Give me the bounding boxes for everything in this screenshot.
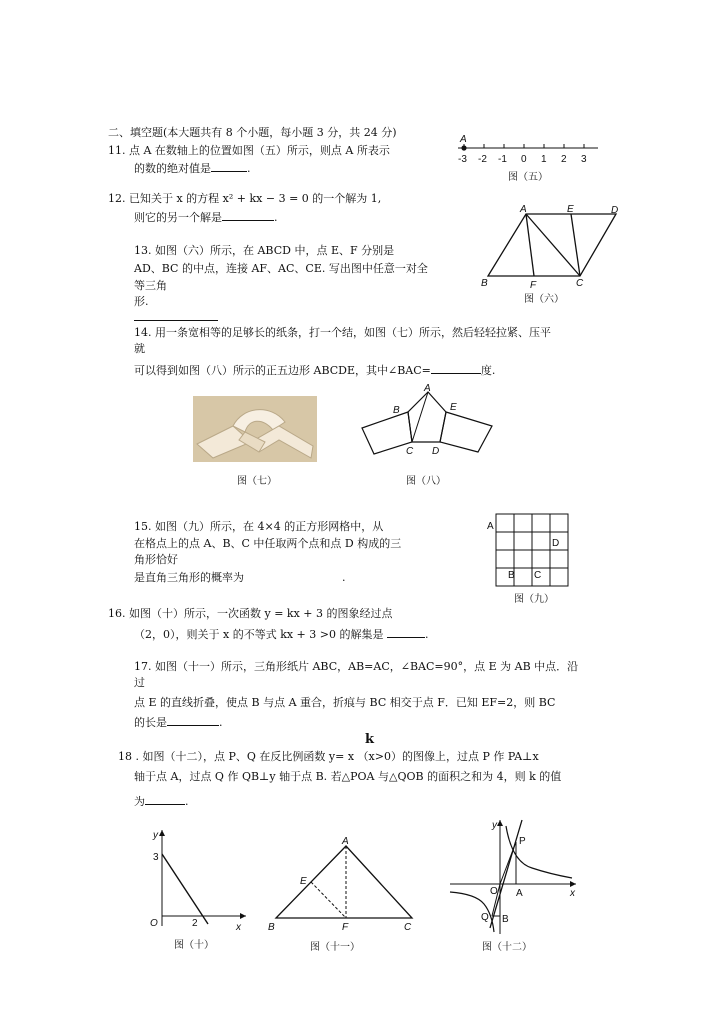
fig11-label: C (404, 922, 412, 933)
fig8-label: C (406, 446, 414, 457)
q16-tail: . (424, 628, 429, 641)
fig6-caption: 图（六） (524, 294, 564, 305)
q12-answer-blank[interactable] (222, 209, 274, 221)
fig12-label: A (516, 888, 523, 899)
fig12-label: P (519, 836, 526, 847)
q13-answer-blank[interactable] (134, 320, 218, 321)
q17-line2: 过 (134, 676, 145, 689)
section-title: 二、填空题(本大题共有 8 个小题，每小题 3 分，共 24 分) (108, 126, 397, 139)
q15-line3: 角形恰好 (134, 553, 178, 566)
fig9-grid (486, 512, 576, 608)
q11-answer-blank[interactable] (211, 160, 247, 172)
q17-tail: . (219, 716, 223, 729)
fig12-label: Q (481, 912, 489, 923)
fig5-label-a: A (460, 134, 467, 145)
q13-line1: 13. 如图（六）所示，在 ABCD 中，点 E、F 分别是 (134, 244, 395, 257)
q15-text: 是直角三角形的概率为 (134, 571, 244, 584)
fig12-label: x (570, 888, 575, 899)
fig7-ribbon-knot (193, 396, 317, 490)
fig11-label: F (342, 922, 349, 933)
q15-line2: 在格点上的点 A、B、C 中任取两个点和点 D 构成的三 (134, 537, 402, 550)
fig6-parallelogram (478, 204, 628, 308)
fig5-tick: 0 (521, 154, 527, 165)
fig5-caption: 图（五） (508, 172, 548, 183)
q17-line1: 17. 如图（十一）所示，三角形纸片 ABC，AB=AC，∠BAC=90°，点 E 为 AB 中点．沿 (134, 660, 579, 673)
fig9-label: B (508, 570, 515, 581)
fig8-caption: 图（八） (406, 476, 446, 487)
q18-answer-blank[interactable] (145, 793, 185, 805)
q15-line4 (134, 571, 346, 585)
fig5-tick: -2 (478, 154, 487, 165)
q14-tail: 度. (480, 364, 496, 377)
fig5-tick: 2 (561, 154, 567, 165)
fig10-label: O (150, 918, 158, 929)
q18-line2: 轴于点 A，过点 Q 作 QB⊥y 轴于点 B. 若△POA 与△QOB 的面积之和为 4，则 k 的值 (134, 770, 562, 783)
q14-line2: 就 (134, 342, 145, 355)
fig6-label: D (611, 205, 619, 216)
fig9-label: D (552, 538, 560, 549)
q16-text: （2，0），则关于 x 的不等式 kx + 3 >0 的解集是 (134, 628, 384, 641)
q13-line4: 形. (134, 295, 149, 308)
q16-line1: 16. 如图（十）所示，一次函数 y = kx + 3 的图象经过点 (108, 607, 393, 620)
fig8-pentagon (360, 384, 496, 490)
q12-tail: . (274, 211, 278, 224)
fig11-label: A (342, 836, 349, 847)
q17-line3: 点 E 的直线折叠，使点 B 与点 A 重合，折痕与 BC 相交于点 F．已知 EF=2，则 BC (134, 696, 556, 709)
q13-line3: 等三角 (134, 279, 167, 292)
q16-line2 (134, 626, 428, 642)
fig12-inverse-graph (446, 816, 582, 956)
fig12-label: O (490, 886, 498, 897)
q15-line1: 15. 如图（九）所示，在 4×4 的正方形网格中，从 (134, 520, 384, 533)
fig10-label: y (153, 830, 158, 841)
fig5-number-line (450, 134, 610, 188)
q18-line3 (134, 793, 189, 809)
q17-text: 的长是 (134, 716, 167, 729)
q17-answer-blank[interactable] (167, 714, 219, 726)
q18-tail: . (185, 795, 189, 808)
q17-line4 (134, 714, 223, 730)
q13-line2: AD、BC 的中点，连接 AF、AC、CE. 写出图中任意一对全 (134, 262, 428, 275)
fig10-caption: 图（十） (174, 940, 214, 951)
q14-line3 (134, 362, 495, 378)
fig9-label: A (487, 521, 494, 532)
fig6-label: A (520, 204, 527, 215)
fig11-triangle (264, 834, 422, 956)
q14-line1: 14. 用一条宽相等的足够长的纸条，打一个结，如图（七）所示，然后轻轻拉紧、压平 (134, 326, 551, 339)
fig6-label: C (576, 278, 584, 289)
fig10-label: 3 (153, 852, 159, 863)
q11-line1: 11. 点 A 在数轴上的位置如图（五）所示，则点 A 所表示 (108, 144, 390, 157)
q15-tail: . (342, 571, 346, 584)
fig5-tick: -1 (498, 154, 507, 165)
fig11-label: B (268, 922, 275, 933)
fig6-label: E (567, 204, 574, 215)
q12-text: 则它的另一个解是 (134, 211, 222, 224)
fig12-label: B (502, 914, 509, 925)
fig11-caption: 图（十一） (310, 942, 360, 953)
q16-answer-blank[interactable] (387, 626, 425, 638)
q11-line2 (134, 160, 251, 176)
q14-answer-blank[interactable] (431, 362, 481, 374)
fig10-label: x (236, 922, 241, 933)
fig10-label: 2 (192, 918, 198, 929)
fig8-label: B (393, 405, 400, 416)
q11-tail: . (247, 162, 251, 175)
fig6-label: F (530, 280, 537, 291)
fig8-label: E (450, 402, 457, 413)
q18-text: 为 (134, 795, 145, 808)
fig5-tick: 1 (541, 154, 547, 165)
q18-line1: 18 . 如图（十二），点 P、Q 在反比例函数 y= x （x>0）的图像上，过点 P 作 PA⊥x (118, 750, 539, 763)
fig12-label: y (492, 820, 497, 831)
fig8-label: A (424, 383, 431, 394)
q12-line2 (134, 209, 278, 225)
fig9-label: C (534, 570, 542, 581)
q14-text: 可以得到如图（八）所示的正五边形 ABCDE，其中∠BAC= (134, 364, 431, 377)
fig5-tick: -3 (458, 154, 467, 165)
q11-text: 的数的绝对值是 (134, 162, 211, 175)
fig5-point-a (461, 145, 466, 150)
fig7-caption: 图（七） (237, 476, 277, 487)
q12-line1: 12. 已知关于 x 的方程 x² + kx − 3 = 0 的一个解为 1, (108, 192, 382, 205)
fig10-linear-graph (140, 826, 252, 954)
fig5-tick: 3 (581, 154, 587, 165)
fig12-caption: 图（十二） (482, 942, 532, 953)
fig9-caption: 图（九） (514, 594, 554, 605)
fig11-label: E (300, 876, 307, 887)
fig6-label: B (481, 278, 488, 289)
fig8-label: D (432, 446, 440, 457)
q18-k-numerator: k (365, 732, 375, 747)
